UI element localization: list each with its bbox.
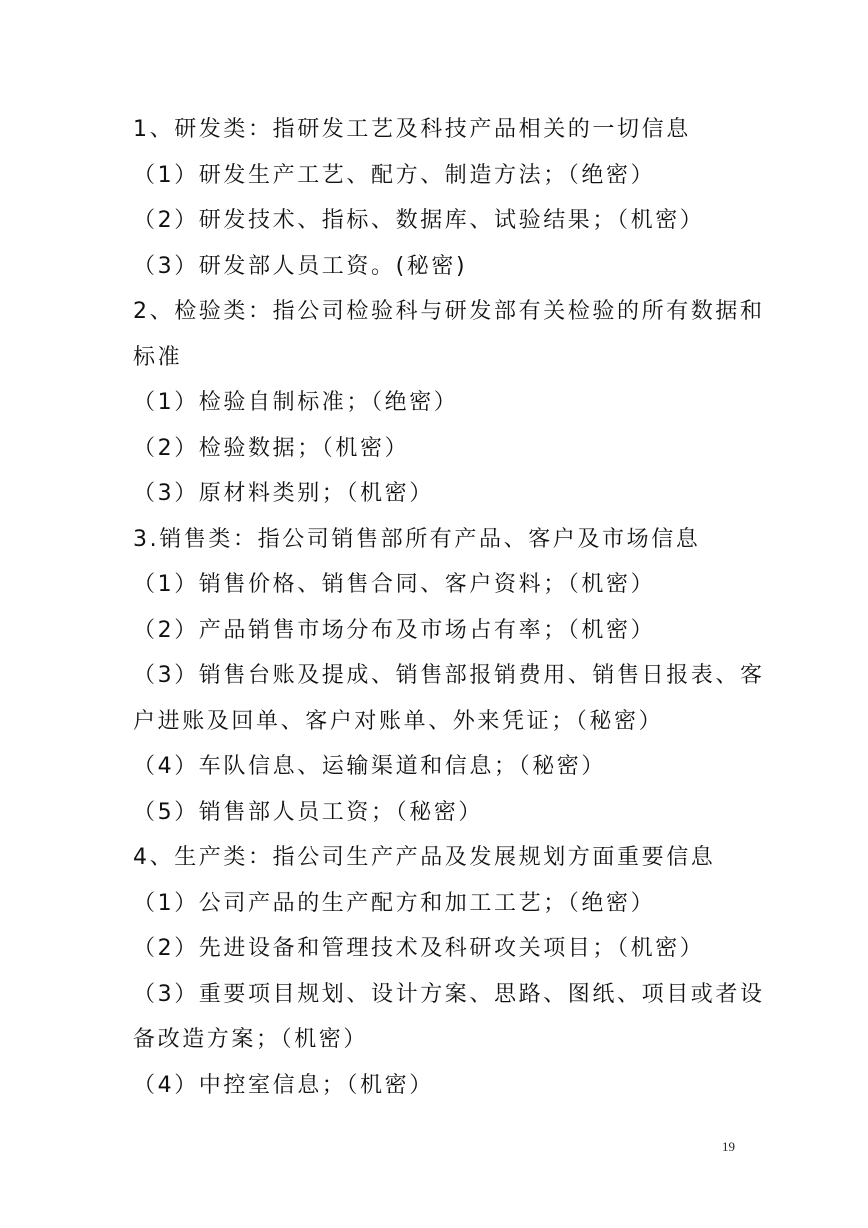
list-item: （5）销售部人员工资；（秘密） — [133, 799, 483, 825]
list-item: （3）重要项目规划、设计方案、思路、图纸、项目或者设 — [133, 981, 765, 1007]
page-number: 19 — [722, 1139, 735, 1154]
section-heading-inspection: 2、检验类：指公司检验科与研发部有关检验的所有数据和 — [133, 299, 765, 324]
list-item: （1）检验自制标准；（绝密） — [133, 390, 459, 415]
list-item: （4）中控室信息；（机密） — [133, 1072, 434, 1098]
list-item: （2）先进设备和管理技术及科研攻关项目；（机密） — [133, 936, 705, 961]
list-item: （2）研发技术、指标、数据库、试验结果；（机密） — [133, 208, 705, 233]
list-item: （3）原材料类别；（机密） — [133, 481, 434, 506]
list-item: （2）产品销售市场分布及市场占有率；（机密） — [133, 617, 656, 643]
list-item: （4）车队信息、运输渠道和信息；（秘密） — [133, 754, 606, 779]
list-item-continuation: 备改造方案；（机密） — [133, 1027, 369, 1052]
section-heading-continuation: 标准 — [133, 344, 183, 370]
list-item: （1）研发生产工艺、配方、制造方法；（绝密） — [133, 162, 656, 188]
section-heading-production: 4、生产类：指公司生产产品及发展规划方面重要信息 — [133, 845, 716, 870]
list-item: （3）研发部人员工资。(秘密) — [133, 253, 468, 279]
section-heading-sales: 3.销售类：指公司销售部所有产品、客户及市场信息 — [133, 526, 701, 552]
list-item-continuation: 户进账及回单、客户对账单、外来凭证；（秘密） — [133, 708, 664, 734]
list-item: （2）检验数据；（机密） — [133, 435, 410, 461]
list-item: （1）公司产品的生产配方和加工工艺；（绝密） — [133, 890, 656, 916]
document-body — [133, 107, 765, 1108]
section-heading-rnd: 1、研发类：指研发工艺及科技产品相关的一切信息 — [133, 117, 691, 142]
list-item: （1）销售价格、销售合同、客户资料；（机密） — [133, 572, 656, 597]
list-item: （3）销售台账及提成、销售部报销费用、销售日报表、客 — [133, 663, 765, 688]
